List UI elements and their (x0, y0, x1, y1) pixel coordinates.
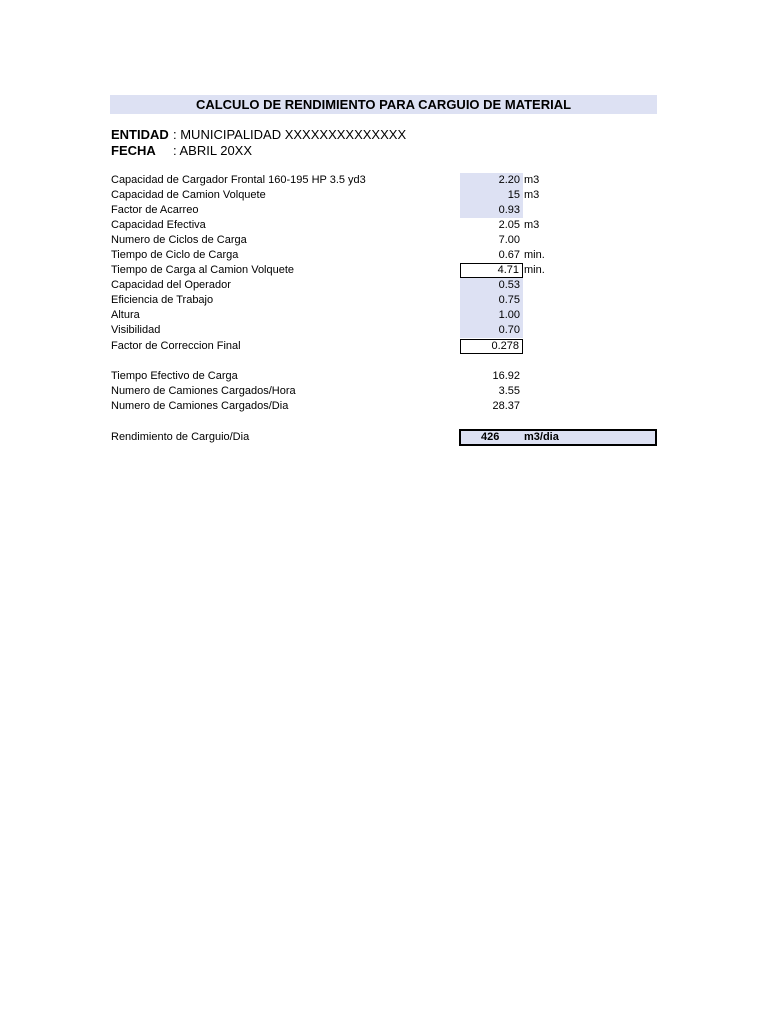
selected-cell[interactable]: 0.278 (460, 339, 523, 354)
entidad-value: : MUNICIPALIDAD XXXXXXXXXXXXXX (173, 127, 407, 142)
calc-cell: 3.55 (498, 385, 520, 397)
row-unit: m3 (524, 219, 540, 231)
row-label: Visibilidad (111, 324, 161, 336)
row-tiempo-carga-camion (111, 263, 671, 278)
row-ciclos-carga (111, 233, 671, 248)
row-factor-correccion (111, 339, 671, 354)
row-label: Capacidad Efectiva (111, 219, 206, 231)
fecha-value: : ABRIL 20XX (173, 143, 253, 158)
row-label: Capacidad de Cargador Frontal 160-195 HP 3.5 yd3 (111, 174, 366, 186)
row-label: Factor de Correccion Final (111, 340, 241, 352)
entidad-label: ENTIDAD (111, 127, 169, 142)
row-label: Numero de Camiones Cargados/Hora (111, 385, 296, 397)
row-label: Capacidad de Camion Volquete (111, 189, 266, 201)
row-label: Numero de Ciclos de Carga (111, 234, 247, 246)
calc-cell: 0.67 (498, 249, 520, 261)
calc-cell: 2.05 (498, 219, 520, 231)
input-cell[interactable]: 2.20 (460, 173, 523, 188)
row-tiempo-efectivo (111, 369, 671, 384)
row-capacidad-efectiva (111, 218, 671, 233)
calc-cell: 7.00 (498, 234, 520, 246)
row-label: Tiempo de Carga al Camion Volquete (111, 264, 295, 276)
input-cell[interactable]: 0.75 (460, 293, 523, 308)
row-eficiencia (111, 293, 671, 308)
input-cell[interactable]: 15 (460, 188, 523, 203)
row-capacidad-operador (111, 278, 671, 293)
rendimiento-value: 426 (481, 431, 500, 443)
row-camiones-hora (111, 384, 671, 399)
row-visibilidad (111, 323, 671, 338)
row-unit: min. (524, 264, 545, 276)
rendimiento-unit: m3/dia (524, 431, 559, 443)
row-label: Eficiencia de Trabajo (111, 294, 214, 306)
row-label: Numero de Camiones Cargados/Dia (111, 400, 289, 412)
row-camiones-dia (111, 399, 671, 414)
row-altura (111, 308, 671, 323)
calc-cell: 28.37 (492, 400, 520, 412)
row-label: Altura (111, 309, 140, 321)
input-cell[interactable]: 0.70 (460, 323, 523, 338)
input-cell[interactable]: 1.00 (460, 308, 523, 323)
input-cell[interactable]: 0.53 (460, 278, 523, 293)
row-unit: min. (524, 249, 545, 261)
fecha-label: FECHA (111, 143, 156, 158)
rendimiento-label: Rendimiento de Carguio/Dia (111, 431, 250, 443)
rendimiento-result-box[interactable] (459, 429, 657, 446)
selected-cell[interactable]: 4.71 (460, 263, 523, 278)
row-capacidad-cargador (111, 173, 671, 188)
row-tiempo-ciclo (111, 248, 671, 263)
page-title: CALCULO DE RENDIMIENTO PARA CARGUIO DE MATERIAL (110, 95, 657, 114)
row-label: Factor de Acarreo (111, 204, 199, 216)
row-capacidad-camion (111, 188, 671, 203)
input-cell[interactable]: 0.93 (460, 203, 523, 218)
row-label: Tiempo Efectivo de Carga (111, 370, 238, 382)
calc-cell: 16.92 (492, 370, 520, 382)
row-label: Capacidad del Operador (111, 279, 231, 291)
row-unit: m3 (524, 189, 540, 201)
row-unit: m3 (524, 174, 540, 186)
row-factor-acarreo (111, 203, 671, 218)
row-label: Tiempo de Ciclo de Carga (111, 249, 239, 261)
